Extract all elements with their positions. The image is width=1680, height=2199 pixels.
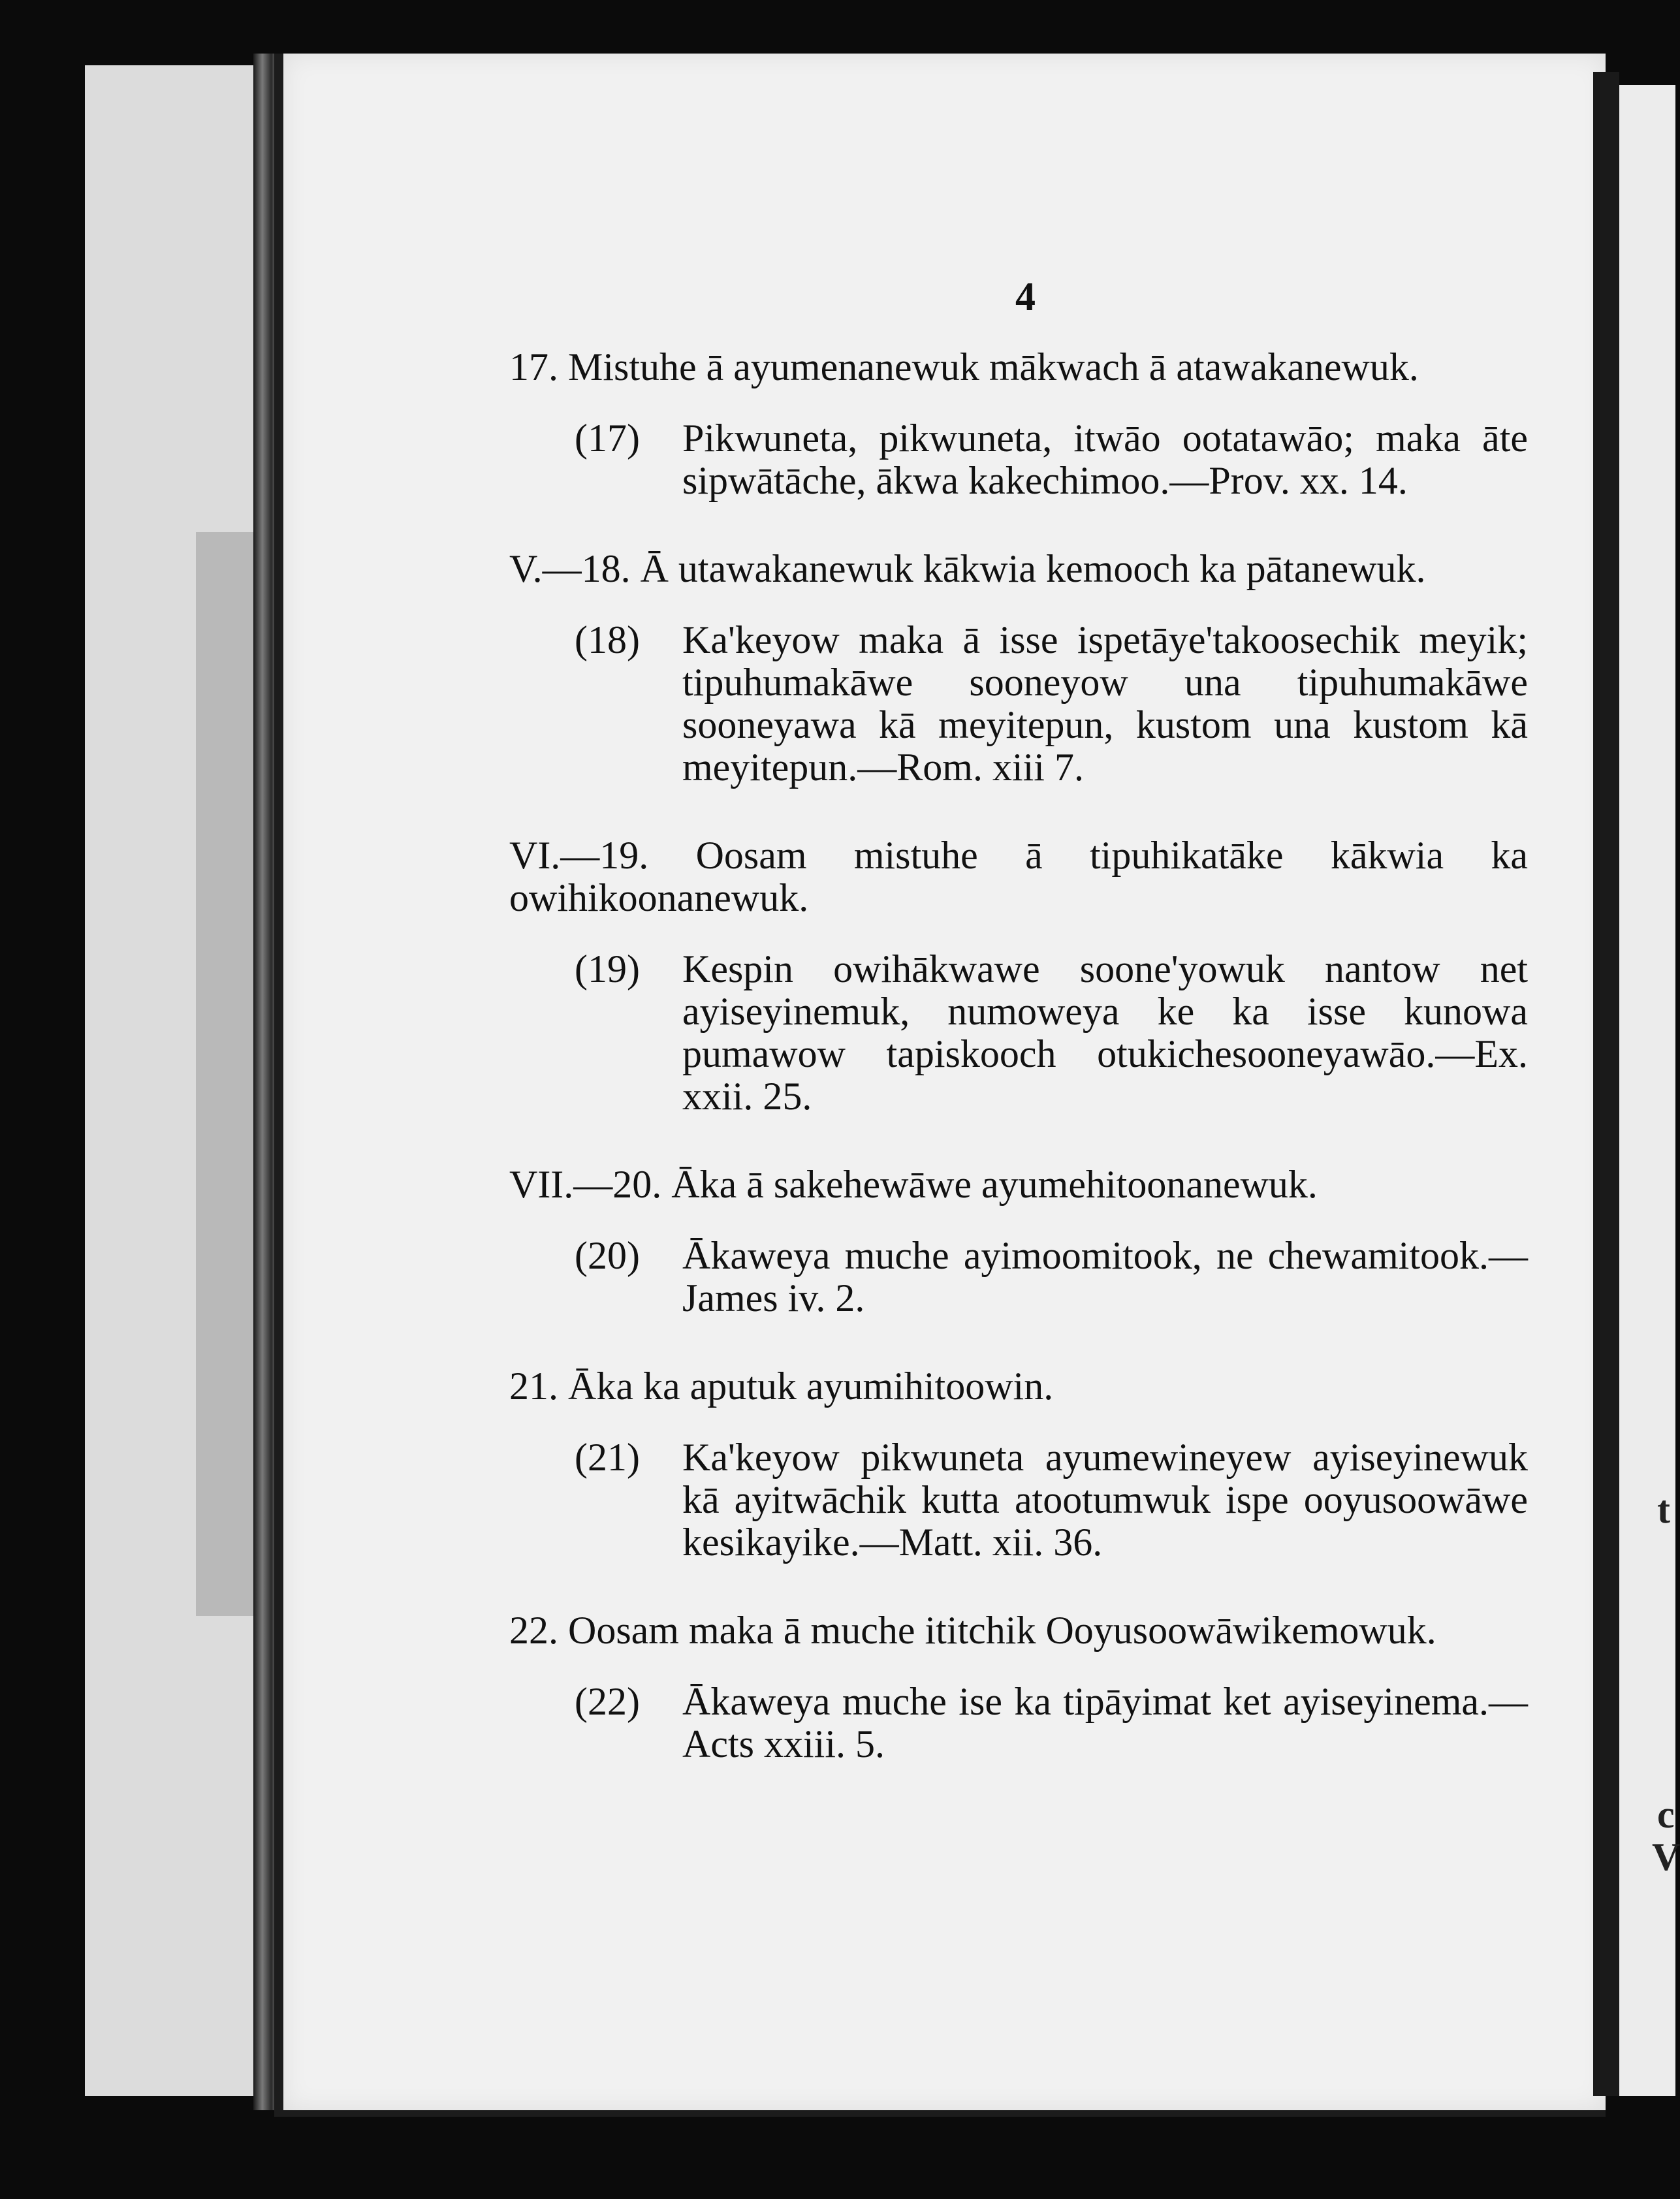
right-page-glyph: V: [1652, 1835, 1680, 1878]
answer-text: Ka'keyow maka ā isse ispetāye'takoosechik meyik; tipuhumakāwe sooneyow una tipuhumakāwe sooneyawa kā meyitepun, kustom una kustom kā meyitepun.—Rom. xiii 7.: [682, 618, 1528, 789]
answer-number: (20): [575, 1234, 640, 1277]
answer-text: Ākaweya muche ayimoomitook, ne chewamitook.—James iv. 2.: [682, 1234, 1528, 1320]
answer-number: (21): [575, 1436, 640, 1479]
question-17: 17. Mistuhe ā ayumenanewuk mākwach ā atawakanewuk.: [509, 345, 1419, 388]
catechism-text: [509, 346, 1528, 1811]
question-18: V.—18. Ā utawakanewuk kākwia kemooch ka pātanewuk.: [509, 547, 1426, 590]
left-page-shadow: [196, 532, 258, 1616]
answer-text: Pikwuneta, pikwuneta, itwāo ootatawāo; maka āte sipwātāche, ākwa kakechimoo.—Prov. xx. 14.: [682, 417, 1528, 502]
answer-number: (19): [575, 947, 640, 990]
answer-text: Kespin owihākwawe soone'yowuk nantow net ayiseyinemuk, numoweya ke ka isse kunowa pumawow tapiskooch otukichesooneyawāo.—Ex. xxii. 25.: [682, 947, 1528, 1118]
question-20: VII.—20. Āka ā sakehewāwe ayumehitoonanewuk.: [509, 1163, 1318, 1206]
right-page-glyph: c: [1657, 1793, 1675, 1836]
page-number: 4: [1015, 275, 1036, 319]
question-22: 22. Oosam maka ā muche ititchik Ooyusoowāwikemowuk.: [509, 1609, 1436, 1652]
answer-17: [509, 417, 1528, 502]
question-19: VI.—19. Oosam mistuhe ā tipuhikatāke kākwia ka owihikoonanewuk.: [509, 834, 1528, 919]
answer-text: Ākaweya muche ise ka tipāyimat ket ayiseyinema.—Acts xxiii. 5.: [682, 1680, 1528, 1765]
answer-21: [509, 1436, 1528, 1564]
right-page-edge: [1593, 72, 1619, 2096]
answer-number: (18): [575, 618, 640, 661]
answer-number: (17): [575, 417, 640, 460]
answer-19: [509, 948, 1528, 1118]
answer-number: (22): [575, 1680, 640, 1723]
answer-22: [509, 1681, 1528, 1765]
right-page-glyph: t: [1657, 1488, 1670, 1531]
question-21: 21. Āka ka aputuk ayumihitoowin.: [509, 1365, 1054, 1408]
answer-text: Ka'keyow pikwuneta ayumewineyew ayiseyinewuk kā ayitwāchik kutta atootumwuk ispe ooyusoowāwe kesikayike.—Matt. xii. 36.: [682, 1436, 1528, 1564]
answer-20: [509, 1235, 1528, 1320]
answer-18: [509, 619, 1528, 789]
